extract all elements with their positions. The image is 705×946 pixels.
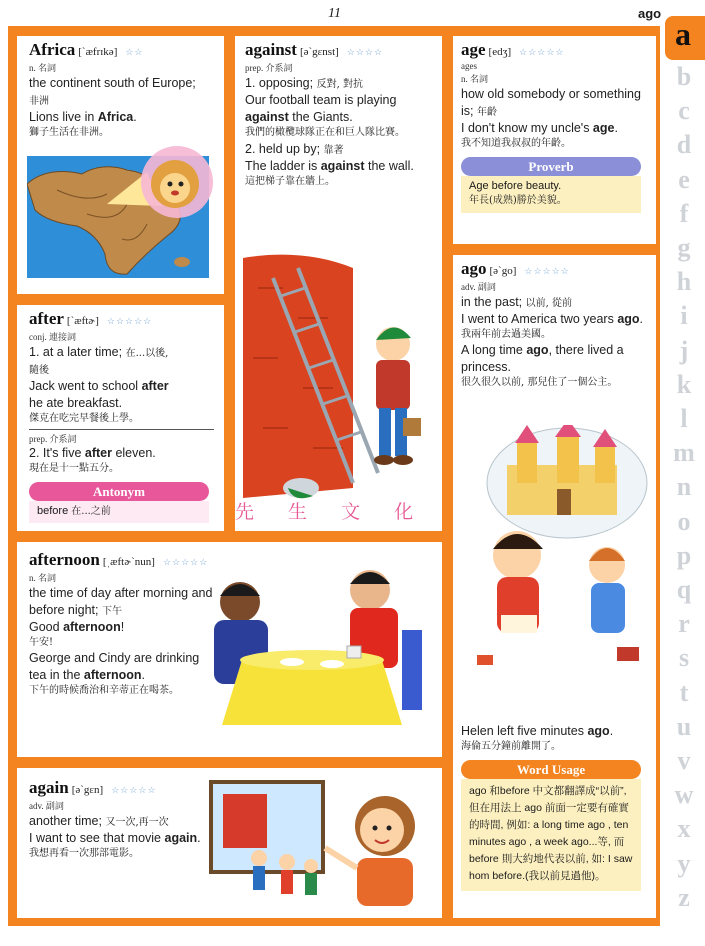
frequency-stars: ☆☆ — [125, 47, 144, 57]
example-zh: 午安! — [29, 637, 54, 648]
africa-map-illustration — [27, 144, 217, 282]
word-usage-box — [461, 779, 641, 891]
tea-time-illustration — [202, 550, 437, 750]
example-text: The ladder is — [245, 159, 321, 173]
part-of-speech: n. 名詞 — [29, 573, 57, 583]
princess-castle-illustration — [457, 425, 652, 710]
guide-word: ago — [638, 6, 662, 21]
pronunciation: [əˋgɛnst] — [299, 46, 339, 58]
example-text: I want to see that movie — [29, 831, 165, 845]
example-text: Lions live in — [29, 110, 98, 124]
example-keyword: ago — [617, 312, 640, 326]
frequency-stars: ☆☆☆☆ — [346, 47, 384, 57]
example-zh: 傑克在吃完早餐後上學。 — [29, 413, 139, 424]
definition: eleven. — [111, 446, 156, 460]
example-text: , there lived a princess. — [461, 343, 624, 374]
alphabet-letter-r[interactable]: r — [678, 609, 690, 639]
headword: afternoon — [29, 550, 100, 569]
tab-letter: a — [675, 16, 691, 52]
pronunciation: [ˋæfrɪkə] — [78, 46, 118, 58]
example-zh: 我想再看一次那部電影。 — [29, 848, 139, 859]
example-text: . — [614, 121, 618, 135]
example-zh: 海倫五分鐘前離開了。 — [461, 741, 561, 752]
frequency-stars: ☆☆☆☆☆ — [162, 557, 209, 567]
alphabet-letter-x[interactable]: x — [677, 814, 691, 844]
example-zh: 我兩年前去過美國。 — [461, 329, 551, 340]
definition-zh: 年齡 — [476, 107, 497, 118]
alphabet-letter-f[interactable]: f — [679, 198, 689, 228]
entry-ago — [453, 255, 656, 918]
example-text: Helen left five minutes — [461, 724, 588, 738]
definition: the time of day after morning and before night; — [29, 586, 213, 617]
definition-zh: 下午 — [101, 606, 122, 617]
part-of-speech: conj. 連接詞 — [29, 332, 76, 342]
example-keyword: after — [84, 446, 112, 460]
frequency-stars: ☆☆☆☆☆ — [106, 316, 153, 326]
definition: in the past; — [461, 295, 523, 309]
example-zh: 很久很久以前, 那兒住了一個公主。 — [461, 377, 618, 388]
example-text: Good — [29, 620, 64, 634]
antonym-zh: 在...之前 — [71, 506, 111, 517]
example-text: I went to America two years — [461, 312, 618, 326]
plural-form: ages — [461, 61, 477, 71]
alphabet-letter-s[interactable]: s — [678, 643, 690, 673]
example-text: . — [609, 724, 614, 738]
definition-zh: 隨後 — [29, 365, 49, 376]
part-of-speech: adv. 副詞 — [461, 282, 496, 292]
example-keyword: against — [245, 110, 289, 124]
ladder-wall-illustration — [243, 248, 438, 508]
alphabet-letter-i[interactable]: i — [680, 301, 688, 331]
alphabet-letter-m[interactable]: m — [673, 438, 695, 468]
alphabet-letter-k[interactable]: k — [676, 369, 692, 399]
frequency-stars: ☆☆☆☆☆ — [111, 785, 157, 795]
frequency-stars: ☆☆☆☆☆ — [519, 47, 565, 57]
proverb-text: Age before beauty. — [469, 180, 562, 192]
example-text: he ate breakfast. — [29, 396, 123, 410]
divider — [29, 429, 214, 430]
alphabet-letter-c[interactable]: c — [678, 96, 690, 126]
alphabet-letter-w[interactable]: w — [674, 780, 694, 810]
example-keyword: age — [592, 121, 615, 135]
pronunciation: [əˋgɛn] — [71, 784, 104, 796]
alphabet-letter-h[interactable]: h — [676, 267, 692, 297]
example-zh: 我們的橄欖球隊正在和巨人隊比賽。 — [245, 127, 405, 138]
headword: ago — [461, 259, 487, 278]
example-text: the wall. — [364, 159, 414, 173]
alphabet-letter-t[interactable]: t — [679, 677, 689, 707]
publisher-watermark: 先 生 文 化 — [235, 501, 428, 523]
entry-africa — [17, 36, 224, 294]
alphabet-letter-l[interactable]: l — [680, 404, 688, 433]
example-text: Jack went to school — [29, 379, 142, 393]
example-text: George and Cindy are drinking tea in the — [29, 651, 200, 682]
part-of-speech: n. 名詞 — [29, 63, 57, 73]
example-text: . — [133, 110, 137, 124]
proverb-zh: 年長(成熟)勝於美貌。 — [469, 195, 567, 206]
alphabet-letter-o[interactable]: o — [677, 506, 691, 536]
page-number: 11 — [328, 6, 341, 21]
proverb-label: Proverb — [461, 157, 641, 176]
example-text: . — [197, 831, 201, 845]
example-zh: 獅子生活在非洲。 — [29, 127, 109, 138]
part-of-speech: n. 名詞 — [461, 74, 489, 84]
headword: again — [29, 778, 69, 797]
entry-after — [17, 305, 224, 531]
headword: after — [29, 309, 64, 328]
frequency-stars: ☆☆☆☆☆ — [524, 266, 570, 276]
definition: 1. at a later time; — [29, 345, 123, 359]
example-zh: 現在是十一點五分。 — [29, 463, 119, 474]
definition: how old somebody or something is; — [461, 87, 641, 118]
definition: 1. opposing; — [245, 76, 314, 90]
word-usage-text: ago 和before 中文都翻譯成“以前”, 但在用法上 ago 前面一定要有確實的時間, 例如: a long time ago , ten minutes ago , a week ago...等, 而 before 則大約地代表以前, 如: I saw hom before.(我以前見過他)。 — [469, 785, 633, 882]
part-of-speech: adv. 副詞 — [29, 801, 64, 811]
alphabet-letter-y[interactable]: y — [677, 848, 691, 878]
entry-against — [235, 36, 442, 531]
part-of-speech: prep. 介系詞 — [245, 63, 293, 73]
entry-age — [453, 36, 656, 244]
definition-zh: 非洲 — [29, 96, 49, 107]
antonym-box — [29, 501, 209, 523]
example-zh: 這把梯子靠在牆上。 — [245, 176, 335, 187]
definition: 2. It's five — [29, 446, 85, 460]
example-keyword: afternoon — [63, 620, 121, 634]
example-text: Our football team is playing — [245, 93, 397, 107]
definition: 2. held up by; — [245, 142, 321, 156]
alphabet-letter-b[interactable]: b — [676, 62, 692, 91]
example-text: I don't know my uncle's — [461, 121, 593, 135]
alphabet-letter-j[interactable]: j — [679, 335, 689, 365]
headword: Africa — [29, 40, 76, 59]
alphabet-letter-d[interactable]: d — [676, 130, 692, 160]
example-text: ! — [120, 620, 125, 634]
antonym-label: Antonym — [29, 482, 209, 501]
example-keyword: again — [164, 831, 198, 845]
proverb-box — [461, 176, 641, 213]
alphabet-letter-g[interactable]: g — [677, 233, 691, 262]
example-zh: 下午的時候喬治和辛蒂正在喝茶。 — [29, 685, 179, 696]
letter-tab[interactable] — [665, 16, 705, 60]
pronunciation: [ˌæftɚˋnun] — [102, 556, 155, 568]
example-text: the Giants. — [288, 110, 353, 124]
definition: another time; — [29, 814, 102, 828]
alphabet-letter-v[interactable]: v — [677, 746, 691, 775]
alphabet-letter-e[interactable]: e — [678, 164, 690, 194]
word-usage-label: Word Usage — [461, 760, 641, 779]
entry-again — [17, 768, 442, 918]
example-text: A long time — [461, 343, 527, 357]
definition-zh: 以前, 從前 — [525, 298, 572, 309]
headword: age — [461, 40, 486, 59]
alphabet-letter-q[interactable]: q — [676, 575, 692, 604]
entry-afternoon — [17, 542, 442, 757]
pronunciation: [əˋgo] — [489, 265, 517, 277]
example-keyword: ago — [587, 724, 610, 738]
alphabet-letter-p[interactable]: p — [676, 540, 692, 570]
example-zh: 我不知道我叔叔的年齡。 — [461, 138, 571, 149]
pronunciation: [edʒ] — [488, 46, 512, 58]
antonym-word: before — [37, 505, 69, 517]
part-of-speech: prep. 介系詞 — [29, 434, 77, 444]
example-keyword: ago — [526, 343, 549, 357]
alphabet-letter-z[interactable]: z — [678, 882, 690, 912]
example-keyword: afternoon — [83, 668, 142, 682]
pronunciation: [ˋæftɚ] — [66, 315, 99, 327]
definition-zh: 反對, 對抗 — [316, 79, 363, 90]
definition-zh: 又一次,再一次 — [105, 817, 169, 828]
example-keyword: against — [320, 159, 365, 173]
definition: the continent south of Europe; — [29, 76, 196, 90]
definition-zh: 在...以後, — [125, 348, 169, 359]
definition-zh: 靠著 — [323, 145, 344, 156]
example-text: . — [639, 312, 644, 326]
example-keyword: Africa — [97, 110, 134, 124]
headword: against — [245, 40, 297, 59]
alphabet-letter-u[interactable]: u — [676, 711, 692, 741]
movie-poster-illustration — [207, 778, 437, 910]
example-text: . — [141, 668, 146, 682]
alphabet-letter-n[interactable]: n — [676, 472, 692, 502]
example-keyword: after — [141, 379, 169, 393]
